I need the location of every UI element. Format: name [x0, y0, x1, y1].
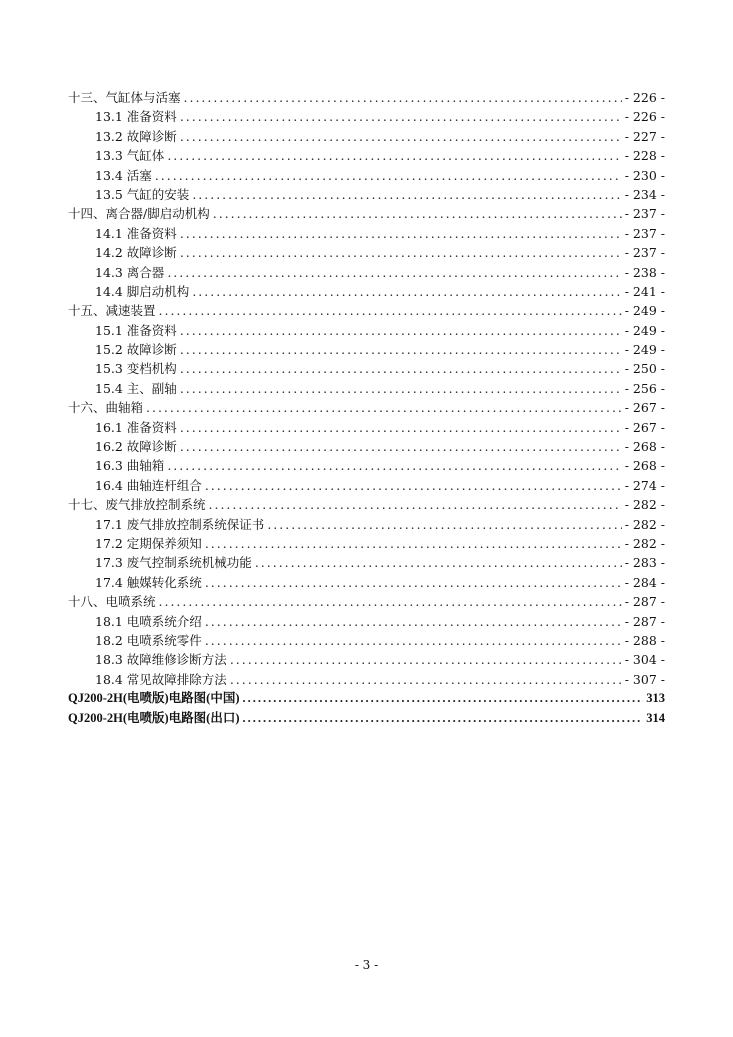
dot-leader: [243, 689, 644, 708]
dot-leader: [267, 515, 621, 534]
toc-entry-page: - 288 -: [624, 632, 665, 648]
dot-leader: [192, 185, 621, 204]
toc-entry-page: - 268 -: [624, 458, 665, 474]
dot-leader: [155, 166, 622, 185]
toc-entry-page: - 268 -: [624, 439, 665, 455]
toc-entry[interactable]: [68, 553, 665, 572]
dot-leader: [180, 437, 622, 456]
toc-entry-title: 十三、气缸体与活塞: [68, 90, 181, 105]
toc-entry[interactable]: [68, 224, 665, 243]
toc-entry-title: 14.2 故障诊断: [95, 245, 177, 261]
toc-entry-title: 18.2 电喷系统零件: [95, 632, 202, 648]
dot-leader: [255, 553, 622, 572]
toc-entry-title: 18.3 故障维修诊断方法: [95, 652, 227, 668]
dot-leader: [180, 107, 622, 126]
toc-entry-title: 13.5 气缸的安装: [95, 186, 190, 202]
toc-entry[interactable]: [68, 573, 665, 592]
toc-entry[interactable]: [68, 456, 665, 475]
toc-entry[interactable]: [68, 88, 665, 107]
toc-entry-page: - 237 -: [624, 225, 665, 241]
toc-entry[interactable]: [68, 515, 665, 534]
dot-leader: [180, 379, 622, 398]
dot-leader: [180, 359, 622, 378]
toc-entry[interactable]: [68, 321, 665, 340]
toc-entry[interactable]: [68, 495, 665, 514]
toc-entry-page: - 241 -: [624, 283, 665, 299]
toc-entry-title: 18.1 电喷系统介绍: [95, 613, 202, 629]
toc-entry[interactable]: [68, 631, 665, 650]
toc-entry-title: 14.3 离合器: [95, 264, 165, 280]
toc-entry-title: 17.1 废气排放控制系统保证书: [95, 516, 265, 532]
dot-leader: [205, 631, 622, 650]
toc-entry-page: - 287 -: [624, 594, 665, 610]
toc-entry[interactable]: [68, 340, 665, 359]
toc-entry[interactable]: [68, 185, 665, 204]
toc-entry[interactable]: [68, 107, 665, 126]
table-of-contents: [68, 88, 665, 728]
toc-entry-page: - 226 -: [624, 90, 665, 105]
toc-entry-page: - 234 -: [624, 186, 665, 202]
dot-leader: [230, 650, 622, 669]
toc-entry-page: - 230 -: [624, 167, 665, 183]
toc-entry-title: 15.2 故障诊断: [95, 342, 177, 358]
dot-leader: [205, 534, 622, 553]
toc-entry-title: 14.4 脚启动机构: [95, 283, 190, 299]
toc-entry-title: 16.4 曲轴连杆组合: [95, 477, 202, 493]
toc-entry-title: 十五、减速装置: [68, 303, 156, 319]
toc-entry-page: - 304 -: [624, 652, 665, 668]
dot-leader: [180, 243, 622, 262]
toc-entry[interactable]: [68, 670, 665, 689]
toc-entry[interactable]: [68, 204, 665, 223]
toc-entry-title: 17.4 触媒转化系统: [95, 574, 202, 590]
toc-entry-title: 十八、电喷系统: [68, 594, 156, 610]
toc-entry[interactable]: [68, 689, 665, 708]
toc-entry-page: - 237 -: [624, 206, 665, 222]
dot-leader: [180, 224, 622, 243]
page-number: - 3 -: [354, 958, 379, 972]
toc-entry[interactable]: [68, 146, 665, 165]
toc-entry[interactable]: [68, 379, 665, 398]
dot-leader: [159, 592, 622, 611]
toc-entry-page: - 282 -: [624, 535, 665, 551]
toc-entry-title: 15.4 主、副轴: [95, 380, 177, 396]
toc-entry[interactable]: [68, 166, 665, 185]
toc-entry[interactable]: [68, 282, 665, 301]
toc-entry[interactable]: [68, 437, 665, 456]
toc-entry-page: - 226 -: [624, 109, 665, 125]
dot-leader: [180, 418, 622, 437]
toc-entry-title: 18.4 常见故障排除方法: [95, 671, 227, 687]
toc-entry-title: 16.1 准备资料: [95, 419, 177, 435]
dot-leader: [209, 495, 622, 514]
toc-entry-title: 13.2 故障诊断: [95, 128, 177, 144]
toc-entry[interactable]: [68, 534, 665, 553]
toc-entry-title: 14.1 准备资料: [95, 225, 177, 241]
toc-entry-title: 十六、曲轴箱: [68, 400, 144, 416]
toc-entry-page: 313: [646, 691, 665, 706]
dot-leader: [180, 340, 622, 359]
dot-leader: [180, 127, 622, 146]
toc-entry-title: 13.3 气缸体: [95, 148, 165, 164]
toc-entry-title: 十七、废气排放控制系统: [68, 497, 206, 513]
toc-entry-page: - 256 -: [624, 380, 665, 396]
toc-entry-page: - 249 -: [624, 303, 665, 319]
dot-leader: [243, 709, 644, 728]
toc-entry-page: - 238 -: [624, 264, 665, 280]
toc-entry-title: 十四、离合器/脚启动机构: [68, 206, 210, 222]
toc-entry-title: QJ200-2H(电喷版)电路图(中国): [68, 691, 240, 706]
toc-entry[interactable]: [68, 127, 665, 146]
toc-entry-page: - 307 -: [624, 671, 665, 687]
dot-leader: [167, 263, 621, 282]
dot-leader: [167, 146, 621, 165]
toc-entry[interactable]: [68, 592, 665, 611]
toc-entry-page: - 284 -: [624, 574, 665, 590]
toc-entry-page: - 287 -: [624, 613, 665, 629]
dot-leader: [205, 573, 622, 592]
toc-entry-title: 16.2 故障诊断: [95, 439, 177, 455]
dot-leader: [184, 88, 622, 107]
toc-entry[interactable]: [68, 301, 665, 320]
toc-entry-page: - 249 -: [624, 322, 665, 338]
toc-entry[interactable]: [68, 243, 665, 262]
toc-entry-title: 15.1 准备资料: [95, 322, 177, 338]
toc-entry-page: - 274 -: [624, 477, 665, 493]
toc-entry-title: 17.2 定期保养须知: [95, 535, 202, 551]
toc-entry[interactable]: [68, 650, 665, 669]
toc-entry-page: - 228 -: [624, 148, 665, 164]
toc-entry-title: 13.4 活塞: [95, 167, 152, 183]
toc-entry[interactable]: [68, 612, 665, 631]
toc-entry-page: - 250 -: [624, 361, 665, 377]
toc-entry-title: QJ200-2H(电喷版)电路图(出口): [68, 710, 240, 725]
dot-leader: [230, 670, 622, 689]
toc-entry[interactable]: [68, 476, 665, 495]
toc-entry-title: 15.3 变档机构: [95, 361, 177, 377]
toc-entry-page: - 249 -: [624, 342, 665, 358]
dot-leader: [167, 456, 621, 475]
dot-leader: [146, 398, 622, 417]
toc-entry-title: 13.1 准备资料: [95, 109, 177, 125]
toc-entry-title: 16.3 曲轴箱: [95, 458, 165, 474]
dot-leader: [180, 321, 622, 340]
dot-leader: [159, 301, 622, 320]
toc-entry[interactable]: [68, 398, 665, 417]
toc-entry-page: - 267 -: [624, 419, 665, 435]
dot-leader: [192, 282, 621, 301]
toc-entry-page: - 283 -: [624, 555, 665, 571]
toc-entry-page: - 282 -: [624, 516, 665, 532]
toc-entry[interactable]: [68, 359, 665, 378]
toc-entry-page: - 237 -: [624, 245, 665, 261]
toc-entry-page: - 282 -: [624, 497, 665, 513]
dot-leader: [213, 204, 622, 223]
toc-entry-page: - 227 -: [624, 128, 665, 144]
toc-entry[interactable]: [68, 709, 665, 728]
dot-leader: [205, 612, 622, 631]
toc-entry[interactable]: [68, 263, 665, 282]
toc-entry-page: - 267 -: [624, 400, 665, 416]
dot-leader: [205, 476, 622, 495]
toc-entry-title: 17.3 废气控制系统机械功能: [95, 555, 252, 571]
toc-entry-page: 314: [646, 710, 665, 725]
toc-entry[interactable]: [68, 418, 665, 437]
